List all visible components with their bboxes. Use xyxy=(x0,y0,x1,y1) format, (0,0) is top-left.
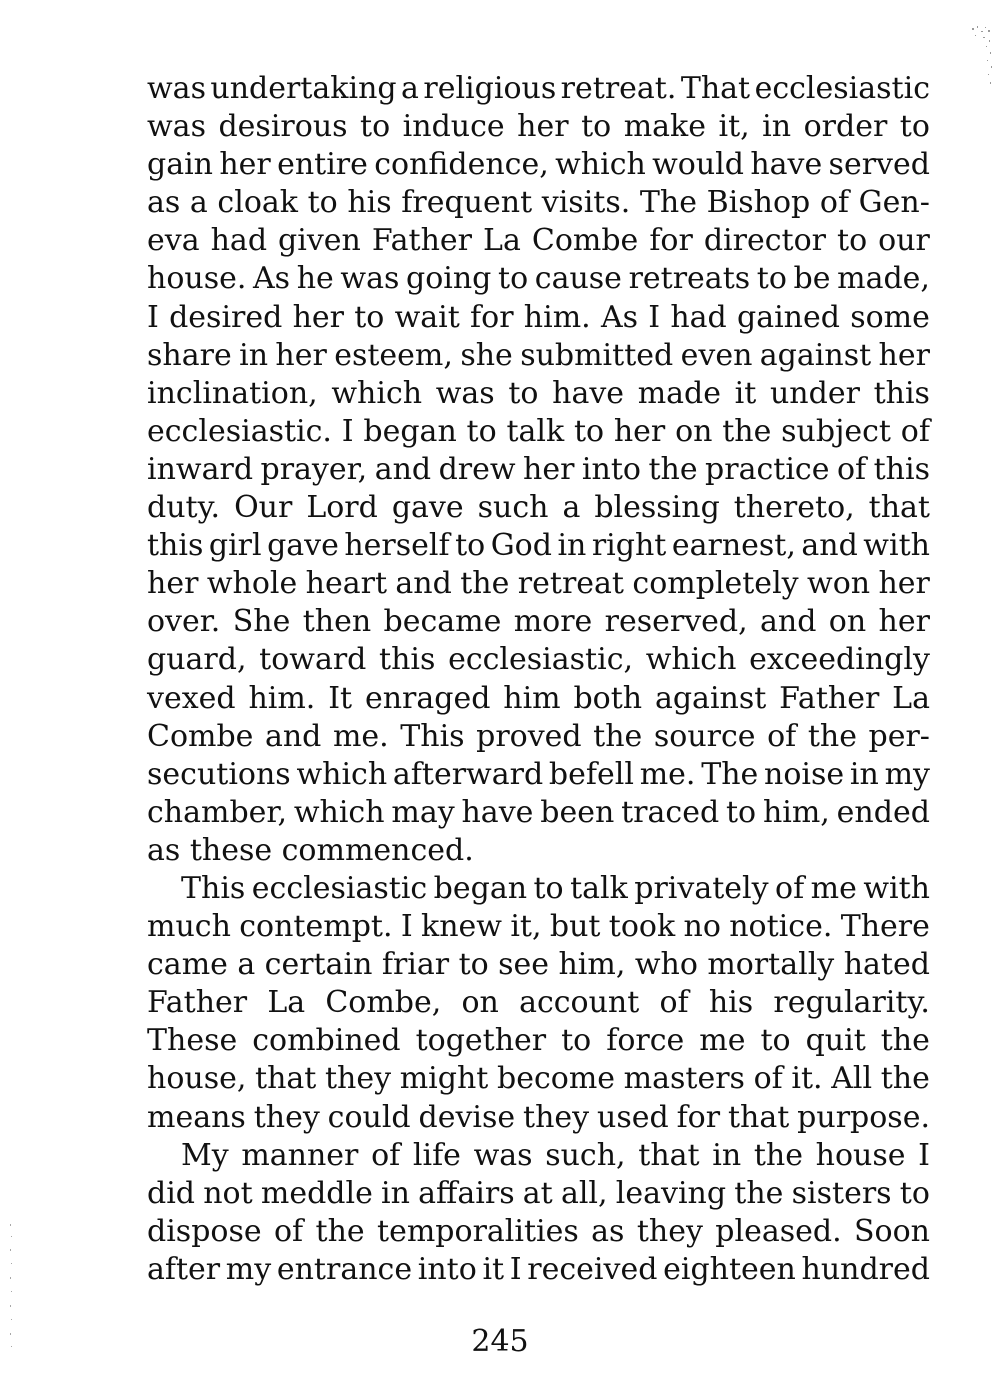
text-line: over. She then became more reserved, and on her xyxy=(147,604,930,640)
text-line: ecclesiastic. I began to talk to her on the subject of xyxy=(147,413,930,449)
scan-noise-right xyxy=(968,22,994,94)
text-line: My manner of life was such, that in the house I xyxy=(181,1137,930,1173)
text-line: means they could devise they used for that purpose. xyxy=(147,1099,930,1135)
text-line: was undertaking a religious retreat. That ecclesiastic xyxy=(147,71,930,106)
body-text xyxy=(147,70,930,1289)
text-line: did not meddle in affairs at all, leaving the sisters to xyxy=(147,1175,930,1211)
text-line: house. As he was going to cause retreats to be made, xyxy=(147,261,930,297)
text-line: vexed him. It enraged him both against Father La xyxy=(147,680,930,716)
text-line: Combe and me. This proved the source of the per- xyxy=(147,718,930,754)
text-line: as these commenced. xyxy=(147,832,474,868)
text-line: secutions which afterward befell me. The noise in my xyxy=(147,756,930,792)
text-line: came a certain friar to see him, who mortally hated xyxy=(147,947,930,983)
text-line: after my entrance into it I received eighteen hundred xyxy=(147,1251,930,1287)
text-line: her whole heart and the retreat completely won her xyxy=(147,566,930,602)
text-line: inward prayer, and drew her into the practice of this xyxy=(147,451,930,487)
page-number: 245 xyxy=(471,1324,529,1359)
text-line: eva had given Father La Combe for director to our xyxy=(147,223,930,259)
text-line: dispose of the temporalities as they pleased. Soon xyxy=(147,1213,930,1249)
text-line: was desirous to induce her to make it, in order to xyxy=(147,109,930,145)
text-line: guard, toward this ecclesiastic, which exceedingly xyxy=(147,642,930,678)
text-line: These combined together to force me to quit the xyxy=(147,1023,930,1059)
text-line: as a cloak to his frequent visits. The Bishop of Gen- xyxy=(147,185,930,221)
text-line: inclination, which was to have made it under this xyxy=(147,375,930,411)
text-line: duty. Our Lord gave such a blessing thereto, that xyxy=(147,490,930,526)
text-line: I desired her to wait for him. As I had gained some xyxy=(147,299,930,335)
text-line: gain her entire confidence, which would have served xyxy=(147,147,930,183)
text-line: much contempt. I knew it, but took no notice. There xyxy=(147,909,930,945)
scan-noise-left xyxy=(6,1222,16,1352)
text-line: chamber, which may have been traced to him, ended xyxy=(147,794,930,830)
text-line: share in her esteem, she submitted even against her xyxy=(147,337,930,373)
text-line: This ecclesiastic began to talk privately of me with xyxy=(181,870,930,906)
text-line: Father La Combe, on account of his regularity. xyxy=(147,985,930,1021)
text-line: this girl gave herself to God in right earnest, and with xyxy=(147,528,930,564)
text-line: house, that they might become masters of it. All the xyxy=(147,1061,930,1097)
